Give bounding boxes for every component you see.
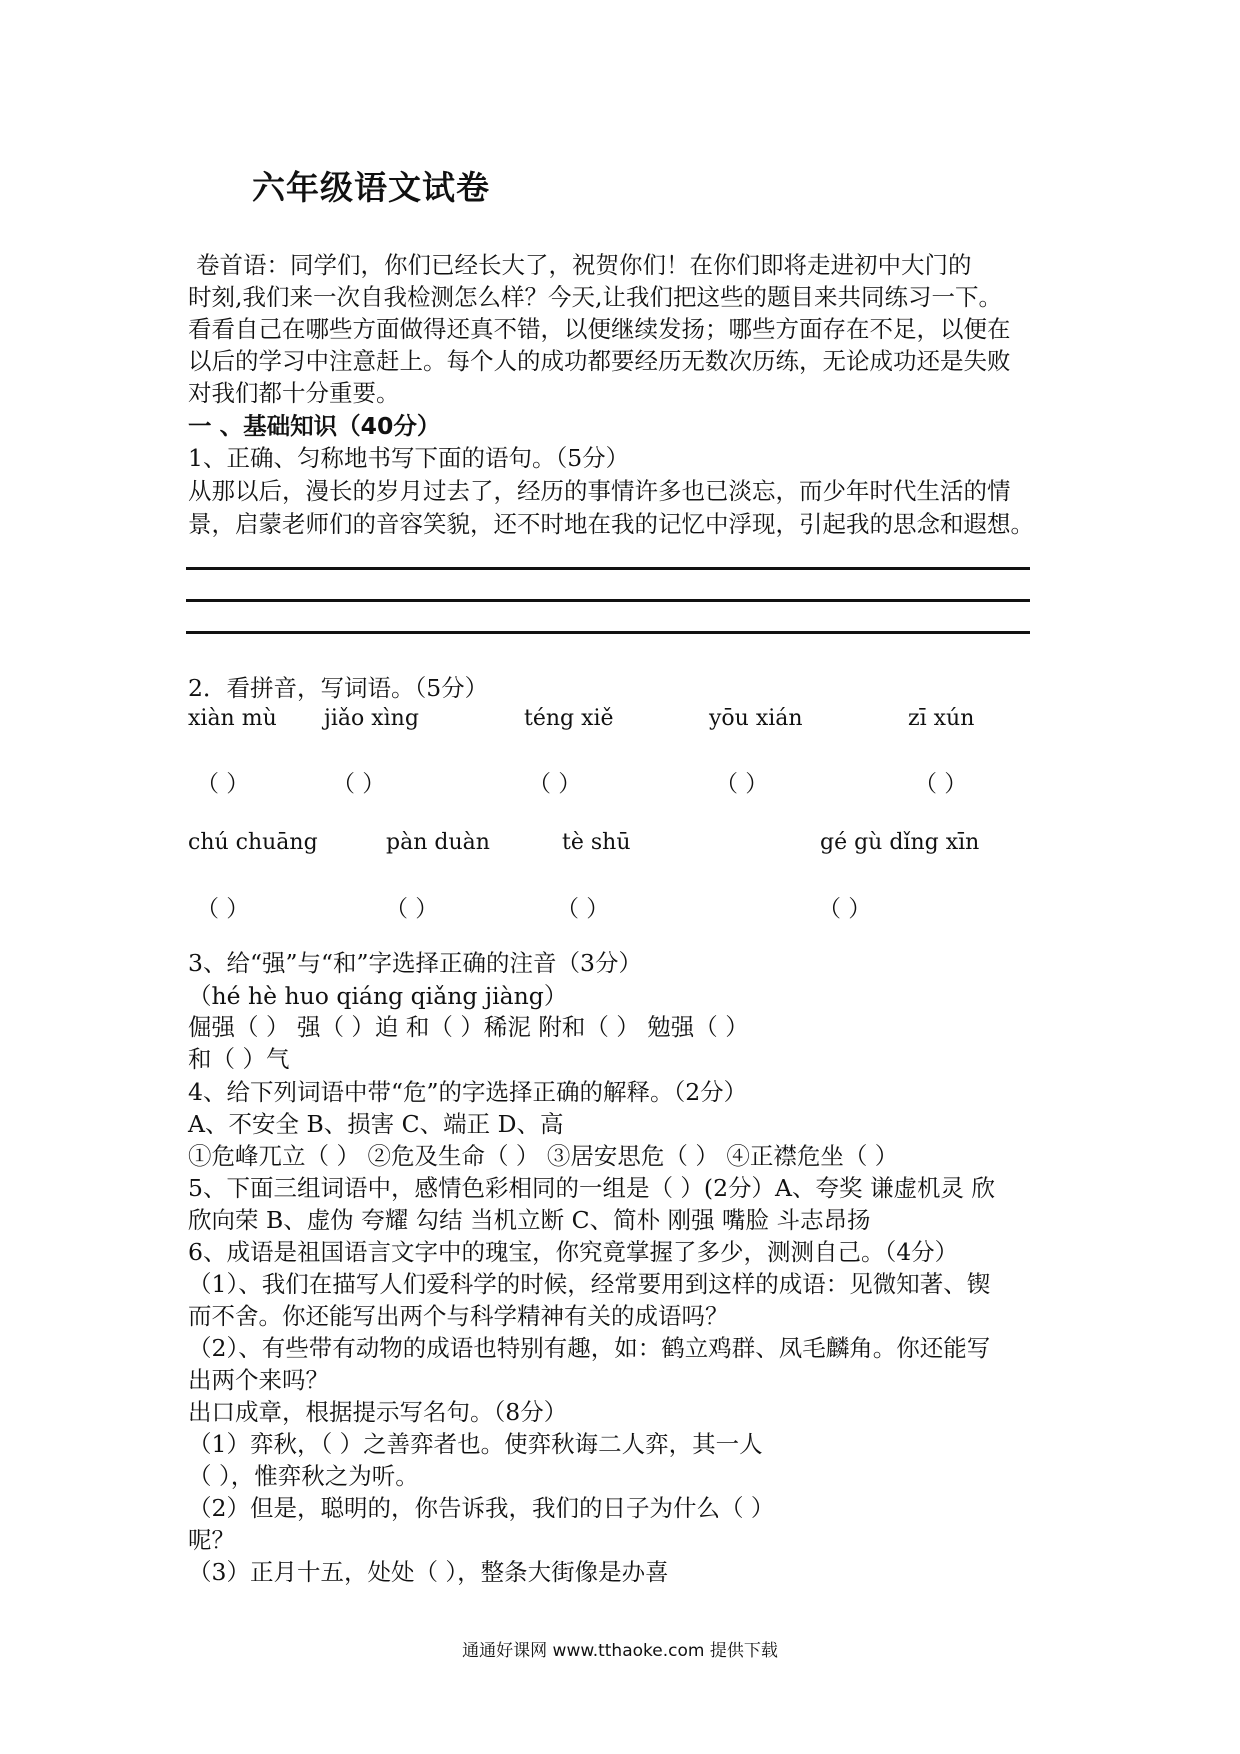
pinyin: pàn duàn: [386, 830, 490, 855]
answer-bracket[interactable]: （ ）: [914, 771, 968, 797]
question-3-line: 倔强（ ） 强（ ）迫 和（ ）稀泥 附和（ ） 勉强（ ）: [188, 1013, 749, 1041]
question-1-text: 景，启蒙老师们的音容笑貌，还不时地在我的记忆中浮现，引起我的思念和遐想。: [188, 510, 1034, 538]
question-6-part: 而不舍。你还能写出两个与科学精神有关的成语吗？: [188, 1302, 729, 1330]
question-4-label: 4、给下列词语中带“危”的字选择正确的解释。（2分）: [188, 1078, 748, 1106]
pinyin: chú chuāng: [188, 830, 318, 855]
answer-bracket[interactable]: （ ）: [556, 896, 610, 922]
question-3-line: 和（ ）气: [188, 1045, 290, 1073]
question-7-line: （3）正月十五，处处（ ），整条大街像是办喜: [188, 1558, 669, 1586]
pinyin: tè shū: [562, 830, 631, 855]
intro-line: 以后的学习中注意赶上。每个人的成功都要经历无数次历练，无论成功还是失败: [188, 347, 1011, 375]
intro-line: 时刻,我们来一次自我检测怎么样？今天,让我们把这些的题目来共同练习一下。: [188, 283, 1002, 311]
intro-line: 看看自己在哪些方面做得还真不错，以便继续发扬；哪些方面存在不足，以便在: [188, 315, 1011, 343]
question-5-line: 欣向荣 B、虚伪 夸耀 勾结 当机立断 C、简朴 刚强 嘴脸 斗志昂扬: [188, 1206, 871, 1234]
question-7-label: 出口成章，根据提示写名句。（8分）: [188, 1398, 568, 1426]
question-1-label: 1、正确、匀称地书写下面的语句。（5分）: [188, 444, 630, 472]
pinyin: xiàn mù: [188, 706, 277, 731]
question-4-items: ①危峰兀立（ ） ②危及生命（ ） ③居安思危（ ） ④正襟危坐（ ）: [188, 1142, 899, 1170]
question-1-text: 从那以后，漫长的岁月过去了，经历的事情许多也已淡忘，而少年时代生活的情: [188, 477, 1011, 505]
pinyin: yōu xián: [709, 706, 803, 731]
question-3-options: （hé hè huo qiáng qiǎng jiàng）: [188, 982, 568, 1010]
answer-bracket[interactable]: （ ）: [385, 896, 439, 922]
answer-bracket[interactable]: （ ）: [528, 771, 582, 797]
intro-line: 对我们都十分重要。: [188, 379, 400, 407]
answer-bracket[interactable]: （ ）: [715, 771, 769, 797]
writing-line[interactable]: [186, 631, 1030, 634]
section-heading: 一 、基础知识（40分）: [188, 412, 441, 440]
answer-bracket[interactable]: （ ）: [332, 771, 386, 797]
pinyin: gé gù dǐng xīn: [820, 830, 980, 855]
question-7-line: 呢？: [188, 1526, 235, 1554]
question-4-options: A、不安全 B、损害 C、端正 D、高: [188, 1110, 564, 1138]
answer-bracket[interactable]: （ ）: [196, 771, 250, 797]
intro-line: 卷首语：同学们，你们已经长大了，祝贺你们！在你们即将走进初中大门的: [196, 251, 972, 279]
page-title: 六年级语文试卷: [252, 168, 490, 207]
question-6-part: （2）、有些带有动物的成语也特别有趣，如：鹤立鸡群、凤毛麟角。你还能写: [188, 1334, 991, 1362]
pinyin: jiǎo xìng: [324, 706, 419, 731]
footer-credit: 通通好课网 www.tthaoke.com 提供下载: [462, 1641, 778, 1661]
question-5-line: 5、下面三组词语中，感情色彩相同的一组是（ ）(2分）A、夸奖 谦虚机灵 欣: [188, 1174, 995, 1202]
question-2-label: 2．看拼音，写词语。（5分）: [188, 674, 489, 702]
question-7-line: （1）弈秋，（ ）之善弈者也。使弈秋诲二人弈，其一人: [188, 1430, 763, 1458]
answer-bracket[interactable]: （ ）: [196, 896, 250, 922]
question-6-label: 6、成语是祖国语言文字中的瑰宝，你究竟掌握了多少，测测自己。（4分）: [188, 1238, 959, 1266]
answer-bracket[interactable]: （ ）: [818, 896, 872, 922]
pinyin: téng xiě: [524, 706, 614, 731]
question-7-line: （2）但是，聪明的，你告诉我，我们的日子为什么（ ）: [188, 1494, 775, 1522]
question-7-line: （ ），惟弈秋之为听。: [188, 1462, 419, 1490]
writing-line[interactable]: [186, 599, 1030, 602]
writing-line[interactable]: [186, 567, 1030, 570]
question-6-part: （1）、我们在描写人们爱科学的时候，经常要用到这样的成语：见微知著、锲: [188, 1270, 991, 1298]
pinyin: zī xún: [908, 706, 975, 731]
question-6-part: 出两个来吗？: [188, 1366, 329, 1394]
question-3-label: 3、给“强”与“和”字选择正确的注音（3分）: [188, 949, 642, 977]
